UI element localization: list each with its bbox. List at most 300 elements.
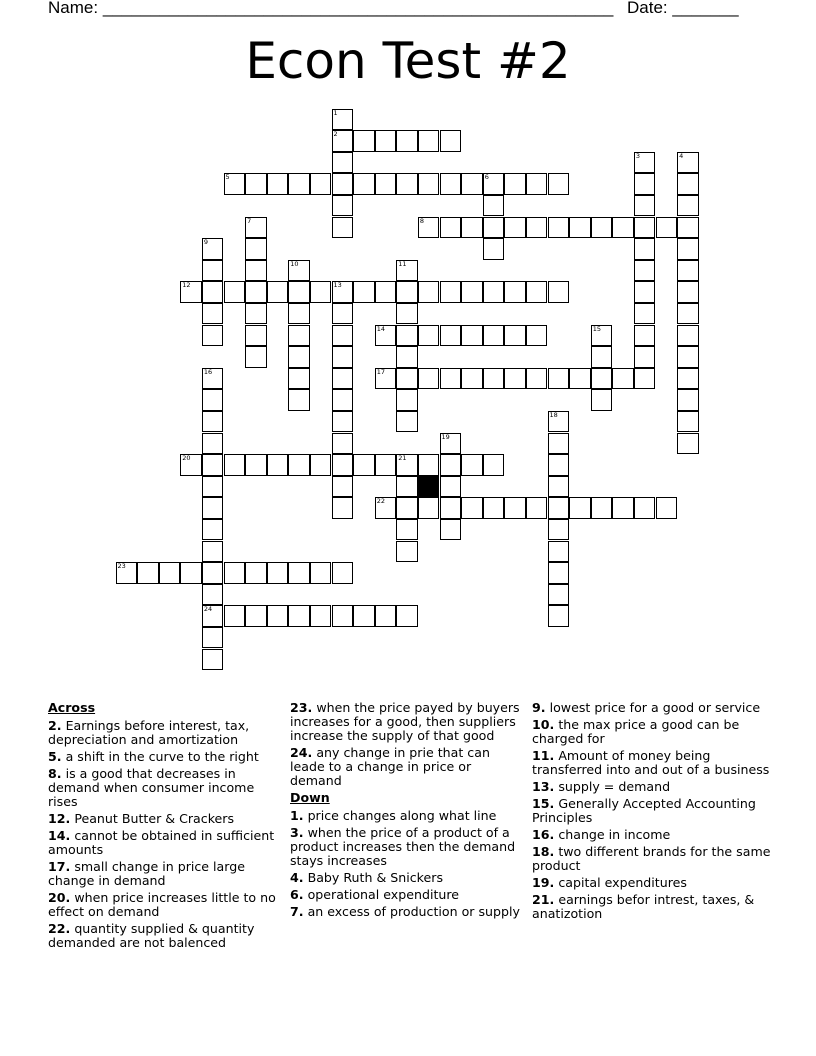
grid-cell[interactable] xyxy=(202,497,224,519)
grid-cell[interactable] xyxy=(418,173,440,195)
clue-text: is a good that decreases in demand when consumer income rises xyxy=(48,766,255,809)
grid-cell[interactable] xyxy=(375,281,397,303)
grid-cell[interactable] xyxy=(440,519,462,541)
grid-cell[interactable] xyxy=(202,562,224,584)
grid-cell[interactable] xyxy=(288,605,310,627)
grid-cell[interactable] xyxy=(526,281,548,303)
grid-cell[interactable] xyxy=(634,238,656,260)
grid-cell[interactable] xyxy=(332,217,354,239)
grid-cell[interactable] xyxy=(548,605,570,627)
grid-cell[interactable] xyxy=(569,217,591,239)
grid-cell[interactable] xyxy=(418,497,440,519)
grid-cell[interactable] xyxy=(224,281,246,303)
clue-number: 24 xyxy=(203,605,213,614)
grid-cell[interactable] xyxy=(180,281,202,303)
clue-num: 23. xyxy=(290,700,313,715)
grid-cell[interactable] xyxy=(634,260,656,282)
grid-cell[interactable] xyxy=(267,454,289,476)
grid-cell[interactable] xyxy=(202,454,224,476)
grid-cell[interactable] xyxy=(288,562,310,584)
clue-text: when price increases little to no effect on demand xyxy=(48,890,276,919)
grid-cell[interactable] xyxy=(288,454,310,476)
grid-cell[interactable] xyxy=(440,281,462,303)
down-clue-list-b xyxy=(532,701,772,921)
clue-number: 17 xyxy=(376,367,385,376)
grid-cell[interactable] xyxy=(245,303,267,325)
grid-cell[interactable] xyxy=(612,368,634,390)
grid-cell[interactable] xyxy=(332,325,354,347)
clue-number: 18 xyxy=(549,410,558,419)
clue-num: 7. xyxy=(290,904,304,919)
across-clue-list-b xyxy=(290,701,526,788)
grid-cell[interactable] xyxy=(375,368,397,390)
grid-cell[interactable] xyxy=(310,454,332,476)
grid-cell[interactable] xyxy=(310,281,332,303)
grid-cell[interactable] xyxy=(483,195,505,217)
grid-cell[interactable] xyxy=(483,217,505,239)
grid-cell[interactable] xyxy=(677,303,699,325)
grid-cell[interactable] xyxy=(202,325,224,347)
grid-cell[interactable] xyxy=(461,217,483,239)
clue-item xyxy=(532,718,772,746)
clue-text: supply = demand xyxy=(554,779,671,794)
grid-cell[interactable] xyxy=(677,217,699,239)
grid-cell[interactable] xyxy=(461,497,483,519)
grid-cell[interactable] xyxy=(483,281,505,303)
grid-cell[interactable] xyxy=(548,476,570,498)
grid-cell[interactable] xyxy=(267,173,289,195)
grid-cell[interactable] xyxy=(245,217,267,239)
clue-item xyxy=(532,797,772,825)
grid-cell[interactable] xyxy=(548,541,570,563)
grid-cell[interactable] xyxy=(396,303,418,325)
clue-num: 24. xyxy=(290,745,313,760)
grid-cell[interactable] xyxy=(526,217,548,239)
grid-cell[interactable] xyxy=(591,389,613,411)
grid-cell[interactable] xyxy=(504,281,526,303)
grid-cell[interactable] xyxy=(375,173,397,195)
grid-cell[interactable] xyxy=(224,605,246,627)
grid-cell[interactable] xyxy=(202,627,224,649)
grid-cell[interactable] xyxy=(418,217,440,239)
clue-item xyxy=(48,860,276,888)
clue-item xyxy=(532,893,772,921)
grid-cell[interactable] xyxy=(677,173,699,195)
grid-cell[interactable] xyxy=(440,433,462,455)
clue-text: price changes along what line xyxy=(303,808,497,823)
grid-cell[interactable] xyxy=(202,584,224,606)
grid-cell[interactable] xyxy=(202,605,224,627)
grid-cell[interactable] xyxy=(159,562,181,584)
clue-number: 11 xyxy=(398,259,407,268)
grid-cell[interactable] xyxy=(288,260,310,282)
clue-text: lowest price for a good or service xyxy=(545,700,761,715)
grid-cell[interactable] xyxy=(245,281,267,303)
grid-cell[interactable] xyxy=(202,541,224,563)
grid-cell[interactable] xyxy=(202,260,224,282)
grid-cell[interactable] xyxy=(396,411,418,433)
grid-cell[interactable] xyxy=(591,325,613,347)
grid-cell[interactable] xyxy=(267,562,289,584)
grid-cell[interactable] xyxy=(375,130,397,152)
clue-item xyxy=(290,701,526,743)
grid-cell[interactable] xyxy=(202,519,224,541)
grid-cell[interactable] xyxy=(418,454,440,476)
grid-cell[interactable] xyxy=(332,411,354,433)
grid-cell[interactable] xyxy=(634,368,656,390)
clue-num: 14. xyxy=(48,828,71,843)
clue-item xyxy=(48,891,276,919)
grid-cell[interactable] xyxy=(591,217,613,239)
grid-cell[interactable] xyxy=(548,411,570,433)
grid-cell[interactable] xyxy=(332,389,354,411)
grid-cell[interactable] xyxy=(137,562,159,584)
grid-cell[interactable] xyxy=(224,173,246,195)
grid-cell[interactable] xyxy=(332,173,354,195)
clue-text: change in income xyxy=(554,827,671,842)
clue-num: 20. xyxy=(48,890,71,905)
grid-cell[interactable] xyxy=(418,368,440,390)
grid-cell[interactable] xyxy=(440,173,462,195)
clue-num: 1. xyxy=(290,808,304,823)
grid-cell[interactable] xyxy=(677,152,699,174)
grid-cell[interactable] xyxy=(440,325,462,347)
grid-cell[interactable] xyxy=(526,173,548,195)
grid-cell[interactable] xyxy=(245,562,267,584)
grid-cell[interactable] xyxy=(332,346,354,368)
clue-text: two different brands for the same product xyxy=(532,844,771,873)
grid-cell[interactable] xyxy=(332,476,354,498)
grid-cell[interactable] xyxy=(396,173,418,195)
grid-cell[interactable] xyxy=(353,281,375,303)
grid-cell[interactable] xyxy=(461,368,483,390)
grid-cell[interactable] xyxy=(245,605,267,627)
grid-cell[interactable] xyxy=(396,389,418,411)
grid-cell[interactable] xyxy=(461,454,483,476)
grid-cell[interactable] xyxy=(483,368,505,390)
grid-cell[interactable] xyxy=(504,217,526,239)
clue-column-3 xyxy=(532,701,772,924)
clue-item xyxy=(290,826,526,868)
grid-cell[interactable] xyxy=(548,584,570,606)
clue-item xyxy=(48,719,276,747)
clue-number: 5 xyxy=(225,173,230,182)
grid-cell[interactable] xyxy=(332,454,354,476)
clue-text: Generally Accepted Accounting Principles xyxy=(532,796,756,825)
grid-cell[interactable] xyxy=(548,519,570,541)
grid-cell[interactable] xyxy=(332,433,354,455)
grid-cell[interactable] xyxy=(332,562,354,584)
grid-cell[interactable] xyxy=(224,562,246,584)
clue-text: earnings befor intrest, taxes, & anatizotion xyxy=(532,892,755,921)
grid-cell[interactable] xyxy=(202,411,224,433)
grid-cell[interactable] xyxy=(677,346,699,368)
grid-cell[interactable] xyxy=(396,368,418,390)
grid-cell[interactable] xyxy=(677,281,699,303)
grid-cell[interactable] xyxy=(396,519,418,541)
grid-cell[interactable] xyxy=(569,368,591,390)
grid-cell[interactable] xyxy=(245,346,267,368)
grid-cell[interactable] xyxy=(440,217,462,239)
clue-number: 7 xyxy=(247,216,252,225)
grid-cell[interactable] xyxy=(332,281,354,303)
clue-number: 20 xyxy=(182,454,191,463)
down-clue-list-a xyxy=(290,809,526,919)
grid-cell[interactable] xyxy=(504,325,526,347)
grid-cell[interactable] xyxy=(656,497,678,519)
clue-text: quantity supplied & quantity demanded are not balenced xyxy=(48,921,255,950)
grid-cell[interactable] xyxy=(288,303,310,325)
grid-cell[interactable] xyxy=(310,605,332,627)
grid-cell[interactable] xyxy=(396,346,418,368)
across-heading: Across xyxy=(48,700,96,715)
grid-cell[interactable] xyxy=(332,368,354,390)
clue-text: a shift in the curve to the right xyxy=(61,749,259,764)
down-heading: Down xyxy=(290,790,330,805)
grid-cell[interactable] xyxy=(180,454,202,476)
grid-cell[interactable] xyxy=(202,476,224,498)
grid-cell[interactable] xyxy=(180,562,202,584)
grid-cell[interactable] xyxy=(526,325,548,347)
clue-number: 8 xyxy=(419,216,425,225)
grid-cell[interactable] xyxy=(483,454,505,476)
grid-cell[interactable] xyxy=(548,497,570,519)
grid-cell[interactable] xyxy=(332,152,354,174)
grid-cell[interactable] xyxy=(310,562,332,584)
grid-cell[interactable] xyxy=(375,454,397,476)
grid-cell[interactable] xyxy=(440,130,462,152)
grid-cell[interactable] xyxy=(526,368,548,390)
clue-num: 15. xyxy=(532,796,555,811)
grid-cell[interactable] xyxy=(504,497,526,519)
name-label: Name: xyxy=(48,0,99,17)
page-title: Econ Test #2 xyxy=(245,32,571,90)
grid-cell[interactable] xyxy=(375,605,397,627)
clue-num: 10. xyxy=(532,717,555,732)
clue-number: 4 xyxy=(679,151,684,160)
grid-cell[interactable] xyxy=(267,281,289,303)
clue-text: small change in price large change in demand xyxy=(48,859,245,888)
grid-cell[interactable] xyxy=(375,325,397,347)
clue-item xyxy=(532,749,772,777)
grid-cell[interactable] xyxy=(461,281,483,303)
grid-cell[interactable] xyxy=(634,325,656,347)
grid-cell[interactable] xyxy=(288,368,310,390)
grid-cell[interactable] xyxy=(332,605,354,627)
clue-item xyxy=(532,701,772,715)
clue-num: 18. xyxy=(532,844,555,859)
grid-cell[interactable] xyxy=(332,195,354,217)
clue-item xyxy=(290,905,526,919)
clue-item xyxy=(48,829,276,857)
grid-cell[interactable] xyxy=(461,325,483,347)
grid-cell[interactable] xyxy=(396,497,418,519)
grid-cell[interactable] xyxy=(418,281,440,303)
grid-cell[interactable] xyxy=(612,497,634,519)
grid-cell[interactable] xyxy=(548,368,570,390)
grid-cell[interactable] xyxy=(332,109,354,131)
grid-cell[interactable] xyxy=(396,541,418,563)
clue-number: 12 xyxy=(182,281,191,290)
clue-item xyxy=(532,828,772,842)
clue-item xyxy=(290,888,526,902)
clue-text: when the price of a product of a product increases then the demand stays increases xyxy=(290,825,516,868)
grid-cell[interactable] xyxy=(440,497,462,519)
grid-cell[interactable] xyxy=(634,173,656,195)
grid-cell[interactable] xyxy=(202,281,224,303)
grid-cell[interactable] xyxy=(353,454,375,476)
grid-cell[interactable] xyxy=(202,389,224,411)
grid-cell[interactable] xyxy=(591,497,613,519)
grid-cell[interactable] xyxy=(677,325,699,347)
clue-number: 23 xyxy=(117,562,126,571)
clue-num: 3. xyxy=(290,825,304,840)
clue-item xyxy=(48,922,276,950)
grid-cell[interactable] xyxy=(634,281,656,303)
grid-cell[interactable] xyxy=(288,281,310,303)
grid-cell[interactable] xyxy=(504,173,526,195)
grid-cell[interactable] xyxy=(288,389,310,411)
clue-text: cannot be obtained in sufficient amounts xyxy=(48,828,275,857)
grid-cell[interactable] xyxy=(418,130,440,152)
grid-cell[interactable] xyxy=(591,346,613,368)
grid-cell[interactable] xyxy=(245,238,267,260)
grid-cell[interactable] xyxy=(396,476,418,498)
clue-text: Peanut Butter & Crackers xyxy=(70,811,235,826)
grid-cell[interactable] xyxy=(353,130,375,152)
grid-cell[interactable] xyxy=(375,497,397,519)
grid-cell[interactable] xyxy=(634,217,656,239)
grid-cell[interactable] xyxy=(483,238,505,260)
date-line: _______ xyxy=(672,0,739,17)
grid-cell[interactable] xyxy=(634,346,656,368)
grid-cell[interactable] xyxy=(332,497,354,519)
grid-cell[interactable] xyxy=(353,605,375,627)
clue-num: 16. xyxy=(532,827,555,842)
grid-cell[interactable] xyxy=(548,562,570,584)
grid-cell[interactable] xyxy=(461,173,483,195)
clue-num: 2. xyxy=(48,718,62,733)
grid-cell[interactable] xyxy=(332,130,354,152)
grid-cell[interactable] xyxy=(353,173,375,195)
grid-cell[interactable] xyxy=(483,173,505,195)
grid-cell[interactable] xyxy=(396,281,418,303)
grid-cell[interactable] xyxy=(310,173,332,195)
grid-cell[interactable] xyxy=(548,217,570,239)
clue-num: 6. xyxy=(290,887,304,902)
clue-num: 22. xyxy=(48,921,71,936)
clue-text: an excess of production or supply xyxy=(303,904,520,919)
grid-cell[interactable] xyxy=(677,368,699,390)
grid-cell[interactable] xyxy=(396,130,418,152)
grid-cell[interactable] xyxy=(440,368,462,390)
grid-cell[interactable] xyxy=(396,605,418,627)
grid-cell[interactable] xyxy=(548,281,570,303)
clue-column-2 xyxy=(290,701,526,922)
clue-number: 14 xyxy=(376,324,385,333)
clue-num: 9. xyxy=(532,700,546,715)
grid-cell[interactable] xyxy=(288,346,310,368)
grid-cell[interactable] xyxy=(677,433,699,455)
clue-column-1 xyxy=(48,701,276,953)
grid-cell[interactable] xyxy=(440,476,462,498)
clue-num: 21. xyxy=(532,892,555,907)
grid-cell[interactable] xyxy=(267,605,289,627)
grid-cell[interactable] xyxy=(677,195,699,217)
grid-cell[interactable] xyxy=(504,368,526,390)
grid-cell[interactable] xyxy=(440,454,462,476)
grid-cell[interactable] xyxy=(116,562,138,584)
grid-cell[interactable] xyxy=(396,454,418,476)
grid-cell[interactable] xyxy=(418,325,440,347)
grid-cell[interactable] xyxy=(612,217,634,239)
grid-cell[interactable] xyxy=(569,497,591,519)
grid-cell[interactable] xyxy=(288,325,310,347)
clue-number: 22 xyxy=(376,497,385,506)
grid-cell[interactable] xyxy=(634,497,656,519)
clue-num: 17. xyxy=(48,859,71,874)
grid-cell[interactable] xyxy=(332,303,354,325)
grid-cell[interactable] xyxy=(634,195,656,217)
grid-cell[interactable] xyxy=(526,497,548,519)
grid-cell[interactable] xyxy=(591,368,613,390)
grid-cell[interactable] xyxy=(288,173,310,195)
clue-item xyxy=(290,746,526,788)
clue-text: operational expenditure xyxy=(303,887,460,902)
grid-cell[interactable] xyxy=(656,217,678,239)
grid-cell[interactable] xyxy=(548,454,570,476)
grid-cell[interactable] xyxy=(677,389,699,411)
grid-cell[interactable] xyxy=(202,649,224,671)
grid-cell[interactable] xyxy=(548,433,570,455)
clue-item xyxy=(290,871,526,885)
grid-cell[interactable] xyxy=(202,303,224,325)
grid-cell[interactable] xyxy=(224,454,246,476)
clue-number: 3 xyxy=(635,151,641,160)
clue-number: 19 xyxy=(441,432,450,441)
grid-cell[interactable] xyxy=(677,238,699,260)
grid-cell[interactable] xyxy=(245,173,267,195)
clue-text: Baby Ruth & Snickers xyxy=(303,870,444,885)
grid-cell[interactable] xyxy=(245,260,267,282)
clue-text: Amount of money being transferred into and out of a business xyxy=(532,748,770,777)
grid-cell[interactable] xyxy=(634,303,656,325)
grid-cell[interactable] xyxy=(677,260,699,282)
clue-text: capital expenditures xyxy=(554,875,687,890)
grid-cell[interactable] xyxy=(245,325,267,347)
clue-text: Earnings before interest, tax, depreciation and amortization xyxy=(48,718,250,747)
grid-cell[interactable] xyxy=(202,238,224,260)
grid-cell[interactable] xyxy=(202,368,224,390)
clue-item xyxy=(48,812,276,826)
grid-cell[interactable] xyxy=(483,325,505,347)
grid-cell[interactable] xyxy=(245,454,267,476)
grid-cell[interactable] xyxy=(396,260,418,282)
clue-item xyxy=(290,809,526,823)
clue-item xyxy=(48,750,276,764)
grid-cell[interactable] xyxy=(396,325,418,347)
clue-item xyxy=(532,780,772,794)
clue-number: 6 xyxy=(484,173,489,182)
grid-cell[interactable] xyxy=(634,152,656,174)
clue-number: 21 xyxy=(398,454,407,463)
grid-cell[interactable] xyxy=(483,497,505,519)
grid-cell[interactable] xyxy=(548,173,570,195)
name-line: ______________________________________________________ xyxy=(102,0,614,17)
grid-cell[interactable] xyxy=(202,433,224,455)
grid-cell[interactable] xyxy=(677,411,699,433)
clue-item xyxy=(532,876,772,890)
